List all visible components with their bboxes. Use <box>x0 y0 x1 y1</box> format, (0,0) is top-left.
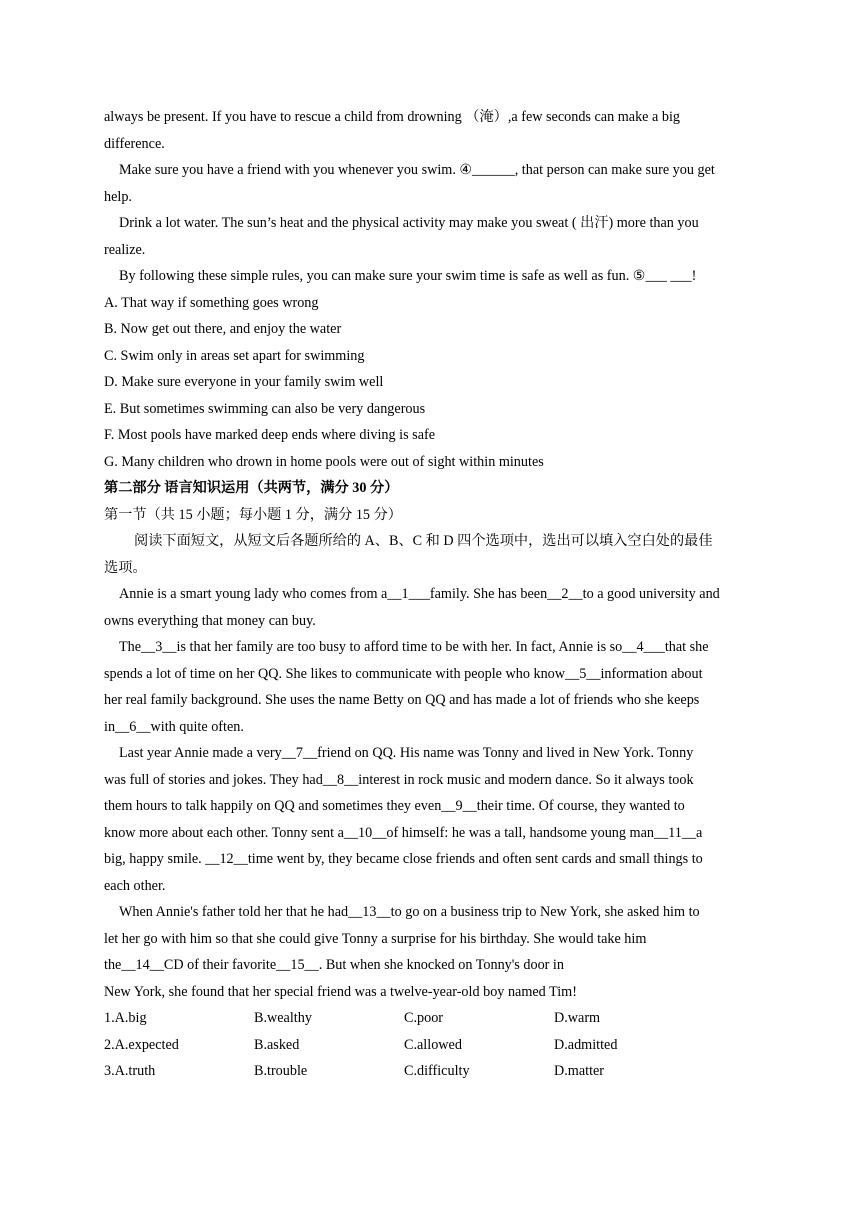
option-item: B. Now get out there, and enjoy the water <box>104 321 342 337</box>
choice-a: 2.A.expected <box>104 1036 179 1053</box>
choice-b: B.wealthy <box>254 1010 312 1026</box>
passage-line: them hours to talk happily on QQ and sometimes they even__9__their time. Of course, they wanted to <box>104 798 685 814</box>
instruction-line: 选项。 <box>104 559 147 576</box>
section-title: 第一节（共 15 小题；每小题 1 分，满分 15 分） <box>104 506 402 523</box>
choice-d: D.warm <box>554 1010 601 1026</box>
choice-b: B.trouble <box>254 1063 308 1079</box>
passage-line: realize. <box>104 241 146 258</box>
passage-line: By following these simple rules, you can make sure your swim time is safe as well as fun. ⑤___ ___! <box>119 268 697 284</box>
passage-line: When Annie's father told her that he had__13__to go on a business trip to New York, she asked him to <box>119 904 700 920</box>
option-item: G. Many children who drown in home pools were out of sight within minutes <box>104 453 544 470</box>
choice-d: D.matter <box>554 1063 605 1079</box>
passage-line: the__14__CD of their favorite__15__. But when she knocked on Tonny's door in <box>104 957 564 973</box>
option-item: C. Swim only in areas set apart for swimming <box>104 347 365 364</box>
document-page <box>104 104 760 1085</box>
passage-line: each other. <box>104 877 166 894</box>
passage-line: Last year Annie made a very__7__friend on QQ. His name was Tonny and lived in New York. Tonny <box>119 745 694 761</box>
passage-line: was full of stories and jokes. They had__8__interest in rock music and modern dance. So it always took <box>104 771 694 788</box>
choice-b: B.asked <box>254 1036 300 1053</box>
passage-line: Make sure you have a friend with you whenever you swim. ④______, that person can make sure you get <box>119 162 715 178</box>
choice-a: 1.A.big <box>104 1010 147 1026</box>
choice-c: C.difficulty <box>404 1063 470 1079</box>
option-item: E. But sometimes swimming can also be very dangerous <box>104 400 426 417</box>
question-row <box>104 1005 760 1032</box>
passage-line: let her go with him so that she could give Tonny a surprise for his birthday. She would take him <box>104 930 647 947</box>
passage-line: spends a lot of time on her QQ. She likes to communicate with people who know__5__information about <box>104 665 703 682</box>
passage-line: New York, she found that her special friend was a twelve-year-old boy named Tim! <box>104 983 577 1000</box>
passage-line: her real family background. She uses the name Betty on QQ and has made a lot of friends who she keeps <box>104 692 700 708</box>
instruction-line: 阅读下面短文，从短文后各题所给的 A、B、C 和 D 四个选项中，选出可以填入空白处的最佳 <box>134 533 713 549</box>
passage-line: The__3__is that her family are too busy to afford time to be with her. In fact, Annie is so__4___that she <box>119 639 709 655</box>
option-item: F. Most pools have marked deep ends where diving is safe <box>104 427 436 443</box>
option-item: D. Make sure everyone in your family swim well <box>104 374 384 390</box>
passage-line: know more about each other. Tonny sent a__10__of himself: he was a tall, handsome young man__11__a <box>104 824 703 841</box>
choice-c: C.poor <box>404 1010 444 1026</box>
question-row <box>104 1032 760 1059</box>
passage-line: big, happy smile. __12__time went by, they became close friends and often sent cards and small things to <box>104 851 703 867</box>
option-item: A. That way if something goes wrong <box>104 294 319 311</box>
passage-line: Annie is a smart young lady who comes from a__1___family. She has been__2__to a good university and <box>119 586 720 602</box>
passage-line: help. <box>104 188 132 205</box>
choice-c: C.allowed <box>404 1036 462 1053</box>
question-row <box>104 1058 760 1085</box>
passage-line: difference. <box>104 135 165 152</box>
passage-line: always be present. If you have to rescue a child from drowning （淹）,a few seconds can make a big <box>104 109 680 125</box>
choice-d: D.admitted <box>554 1036 618 1053</box>
choice-a: 3.A.truth <box>104 1063 156 1079</box>
part-title: 第二部分 语言知识运用（共两节，满分 30 分） <box>104 480 399 496</box>
passage-line: owns everything that money can buy. <box>104 612 316 629</box>
passage-line: in__6__with quite often. <box>104 718 244 735</box>
passage-line: Drink a lot water. The sun’s heat and the physical activity may make you sweat ( 出汗) more than you <box>119 215 699 231</box>
